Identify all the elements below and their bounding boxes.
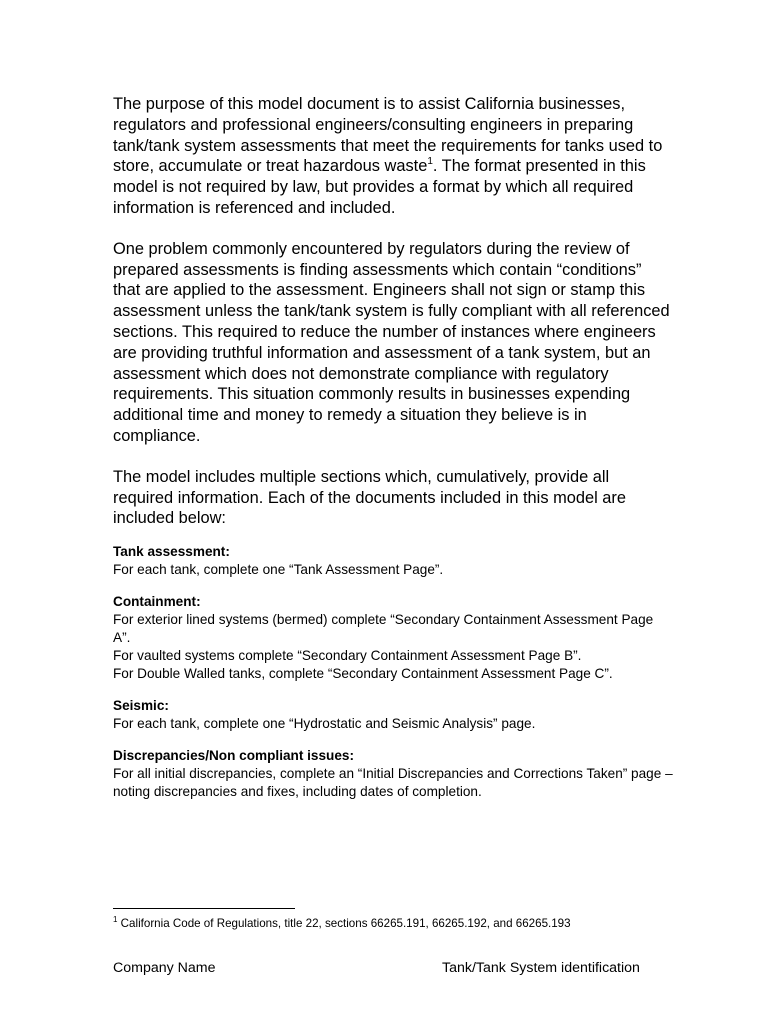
intro-paragraph-model: The model includes multiple sections which, cumulatively, provide all required information. Each of the documents included in this model are included below: xyxy=(113,467,626,528)
footnote-reference: 1 xyxy=(427,155,433,167)
section-line-containment-c: For Double Walled tanks, complete “Secondary Containment Assessment Page C”. xyxy=(113,666,613,682)
intro-paragraph-problem: One problem commonly encountered by regulators during the review of prepared assessments is finding assessments which contain “conditions” that are applied to the assessment. Engineers shall not sign or stamp this assessment unless the tank/tank system is fully compliant with all referenced sections. This required to reduce the number of instances where engineers are providing truthful information and assessment of a tank system, but an assessment which does not demonstrate compliance with regulatory requirements. This situation commonly results in businesses expending additional time and money to remedy a situation they believe is in compliance. xyxy=(113,239,670,445)
section-seismic xyxy=(113,697,673,733)
section-discrepancies xyxy=(113,747,673,801)
intro-paragraph-purpose xyxy=(113,94,673,219)
section-line-discrepancies: For all initial discrepancies, complete an “Initial Discrepancies and Corrections Taken” page – noting discrepancies and fixes, including dates of completion. xyxy=(113,766,673,800)
section-title-seismic: Seismic: xyxy=(113,698,169,714)
section-title-containment: Containment: xyxy=(113,594,201,610)
section-containment xyxy=(113,593,673,683)
footnote xyxy=(113,917,571,931)
intro-purpose-text-continued: . The format presented in this model is not required by law, but provides a format by which all required information is referenced and included. xyxy=(113,157,646,217)
section-title-tank: Tank assessment: xyxy=(113,544,230,560)
intro-purpose-text: The purpose of this model document is to assist California businesses, regulators and professional engineers/consulting engineers in preparing tank/tank system assessments that meet the requirements for tanks used to store, accumulate or treat hazardous waste xyxy=(113,95,663,176)
section-line-containment-b: For vaulted systems complete “Secondary Containment Assessment Page B”. xyxy=(113,648,582,664)
section-title-discrepancies: Discrepancies/Non compliant issues: xyxy=(113,748,354,764)
footer-tank-identification: Tank/Tank System identification xyxy=(442,960,640,976)
footnote-mark: 1 xyxy=(113,915,118,925)
footnote-text: California Code of Regulations, title 22, sections 66265.191, 66265.192, and 66265.193 xyxy=(117,917,571,930)
document-body xyxy=(113,94,673,815)
footer-company-name: Company Name xyxy=(113,960,216,976)
section-line-containment-a: For exterior lined systems (bermed) complete “Secondary Containment Assessment Page A”. xyxy=(113,612,654,646)
section-line-seismic: For each tank, complete one “Hydrostatic and Seismic Analysis” page. xyxy=(113,716,536,732)
section-line-tank: For each tank, complete one “Tank Assessment Page”. xyxy=(113,562,444,578)
footnote-divider xyxy=(113,908,295,909)
section-tank-assessment xyxy=(113,543,673,579)
